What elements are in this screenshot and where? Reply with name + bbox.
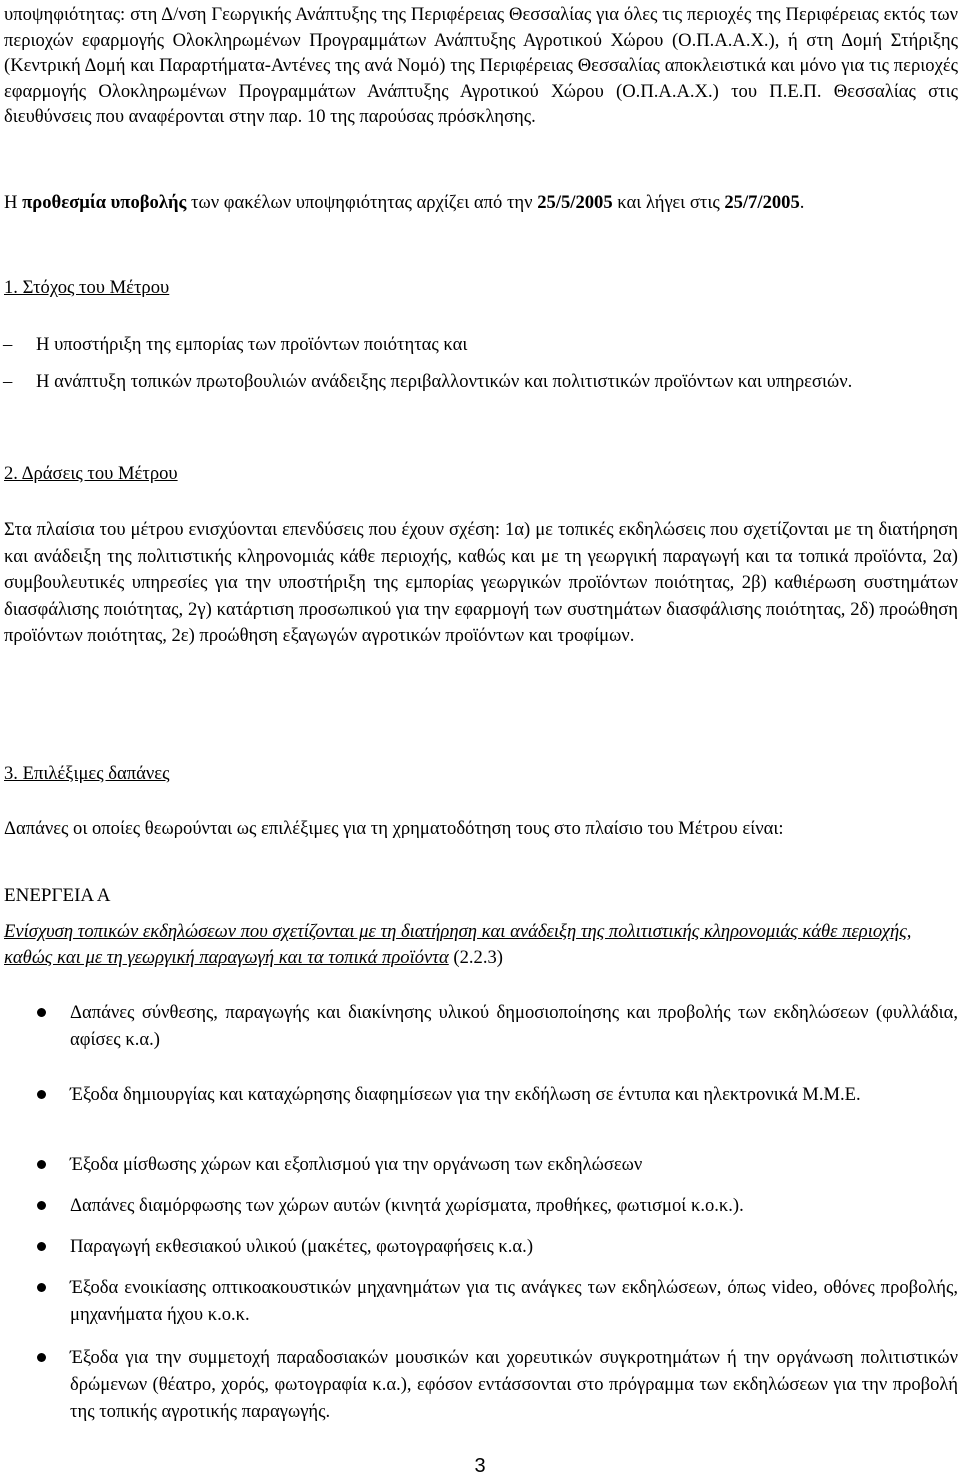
goal-item-text: Η ανάπτυξη τοπικών πρωτοβουλιών ανάδειξης περιβαλλοντικών και πολιτιστικών προϊόντων και υπηρεσιών. (36, 371, 853, 392)
page-number: 3 (474, 1455, 486, 1477)
bullet-icon (37, 1090, 46, 1099)
energeia-desc-text: Ενίσχυση τοπικών εκδηλώσεων που σχετίζονται με τη διατήρηση και ανάδειξη της πολιτιστικής κληρονομιάς κάθε περιοχής, καθώς και με τη γεωργική παραγωγή και τα τοπικά προϊόντα (4, 921, 912, 968)
goal-item (3, 331, 896, 358)
section-1-heading: 1. Στόχος του Μέτρου (4, 277, 170, 298)
deadline-end: . (799, 192, 805, 213)
expense-text: Παραγωγή εκθεσιακού υλικού (μακέτες, φωτογραφήσεις κ.α.) (70, 1236, 534, 1257)
goal-item (3, 368, 896, 395)
expense-text: Δαπάνες σύνθεσης, παραγωγής και διακίνησης υλικού δημοσιοποίησης και προβολής των εκδηλώσεων (φυλλάδια, αφίσες κ.α.) (70, 1002, 958, 1050)
expense-text: Έξοδα μίσθωσης χώρων και εξοπλισμού για την οργάνωση των εκδηλώσεων (70, 1154, 643, 1175)
deadline-mid: των φακέλων υποψηφιότητας αρχίζει από την (186, 192, 538, 213)
bullet-icon (37, 1201, 46, 1210)
eligible-intro: Δαπάνες οι οποίες θεωρούνται ως επιλέξιμες για τη χρηματοδότηση τους στο πλαίσιο του Μέτρου είναι: (4, 818, 784, 839)
expense-bullet (70, 1081, 958, 1108)
deadline-pre: Η (4, 192, 23, 213)
deadline-end-date: 25/7/2005 (724, 192, 800, 213)
deadline-mid2: και λήγει στις (612, 192, 725, 213)
expense-bullet (70, 1233, 958, 1260)
energeia-description (4, 919, 958, 971)
actions-paragraph: Στα πλαίσια του μέτρου ενισχύονται επενδύσεις που έχουν σχέση: 1α) με τοπικές εκδηλώσεις που σχετίζονται με τη διατήρηση και ανάδειξη της πολιτιστικής κληρονομιάς κάθε περιοχής, καθώς και με τη γεωργική παραγωγή και τα τοπικά προϊόντα, 2α) συμβουλευτικές υπηρεσίες για την υποστήριξη της εμπορίας γεωργικών προϊόντων ποιότητας, 2β) καθιέρωση συστημάτων διασφάλισης ποιότητας, 2γ) κατάρτιση προσωπικού για την εφαρμογή των συστημάτων διασφάλισης ποιότητας, 2δ) προώθηση προϊόντων ποιότητας, 2ε) προώθηση εξαγωγών αγροτικών προϊόντων και τροφίμων. (4, 519, 958, 646)
dash-marker: – (3, 371, 13, 392)
deadline-bold: προθεσμία υποβολής (22, 192, 187, 213)
section-2-heading: 2. Δράσεις του Μέτρου (4, 463, 178, 484)
expense-text: Δαπάνες διαμόρφωσης των χώρων αυτών (κινητά χωρίσματα, προθήκες, φωτισμοί κ.ο.κ.). (70, 1195, 744, 1216)
expense-text: Έξοδα για την συμμετοχή παραδοσιακών μουσικών και χορευτικών συγκροτημάτων ή την οργάνωση πολιτιστικών δρώμενων (θέατρο, χορός, φωτογραφία κ.α.), εφόσον εντάσσονται στο πρόγραμμα των εκδηλώσεων για την προβολή της τοπικής αγροτικής παραγωγής. (70, 1347, 958, 1422)
bullet-icon (37, 1283, 46, 1292)
bullet-icon (37, 1008, 46, 1017)
deadline-paragraph (4, 190, 958, 216)
intro-paragraph: υποψηφιότητας: στη Δ/νση Γεωργικής Ανάπτυξης της Περιφέρειας Θεσσαλίας για όλες τις περιοχές της Περιφέρειας εκτός των περιοχών εφαρμογής Ολοκληρωμένων Προγραμμάτων Ανάπτυξης Αγροτικού Χώρου (Ο.Π.Α.Α.Χ.), ή στη Δομή Στήριξης (Κεντρική Δομή και Παραρτήματα-Αντένες της ανά Νομό) της Περιφέρειας Θεσσαλίας αποκλειστικά και μόνο για τις περιοχές εφαρμογής Ολοκληρωμένων Προγραμμάτων Ανάπτυξης Αγροτικού Χώρου (Ο.Π.Α.Α.Χ.) του Π.Ε.Π. Θεσσαλίας στις διευθύνσεις που αναφέρονται στην παρ. 10 της παρούσας πρόσκλησης. (4, 4, 958, 127)
goal-item-text: Η υποστήριξη της εμπορίας των προϊόντων ποιότητας και (36, 334, 468, 355)
bullet-icon (37, 1242, 46, 1251)
expense-bullet (70, 1274, 958, 1328)
bullet-icon (37, 1353, 46, 1362)
expense-text: Έξοδα ενοικίασης οπτικοακουστικών μηχανημάτων για τις ανάγκες των εκδηλώσεων, όπως video, οθόνες προβολής, μηχανήματα ήχου κ.ο.κ. (70, 1277, 958, 1325)
dash-marker: – (3, 334, 13, 355)
bullet-icon (37, 1160, 46, 1169)
expense-bullet (70, 1192, 958, 1219)
section-3-heading: 3. Επιλέξιμες δαπάνες (4, 763, 170, 784)
expense-bullet (70, 1344, 958, 1425)
expense-bullet (70, 999, 958, 1053)
deadline-start-date: 25/5/2005 (537, 192, 613, 213)
expense-text: Έξοδα δημιουργίας και καταχώρησης διαφημίσεων για την εκδήλωση σε έντυπα και ηλεκτρονικά Μ.Μ.Ε. (70, 1084, 861, 1105)
energeia-title: ΕΝΕΡΓΕΙΑ Α (4, 885, 111, 906)
energeia-code: (2.2.3) (448, 947, 503, 968)
expense-bullet (70, 1151, 958, 1178)
